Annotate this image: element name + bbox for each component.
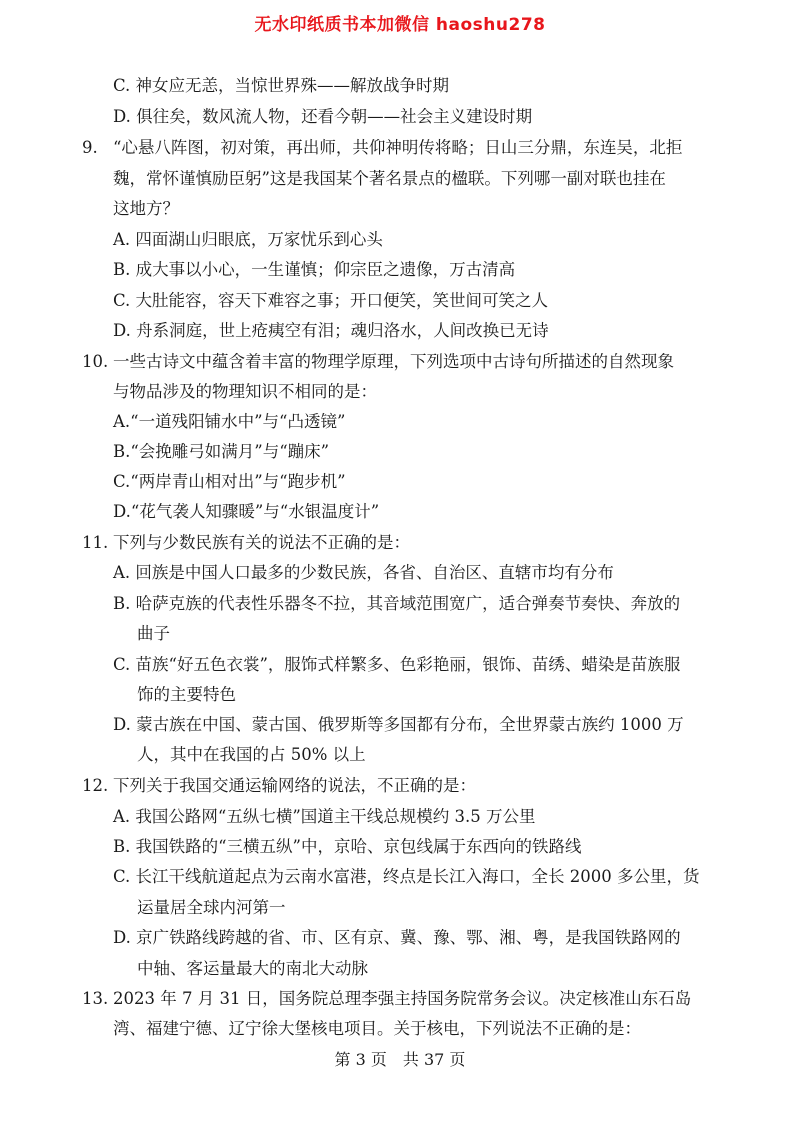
- q8-option-c: C. 神女应无恙，当惊世界殊——解放战争时期: [113, 76, 450, 95]
- q10-option-a: A.“一道残阳铺水中”与“凸透镜”: [113, 412, 346, 431]
- q9-stem-line3: 这地方？: [113, 199, 179, 218]
- q9-stem-line1: “心悬八阵图，初对策，再出师，共仰神明传将略；日山三分鼎，东连吴，北拒: [113, 138, 683, 157]
- q12-option-c-line2: 运量居全球内河第一: [137, 898, 286, 917]
- q9-option-d: D. 舟系洞庭，世上疮痍空有泪；魂归洛水，人间改换已无诗: [113, 321, 549, 340]
- q11-stem: 下列与少数民族有关的说法不正确的是：: [113, 533, 410, 552]
- q8-option-d: D. 俱往矣，数风流人物，还看今朝——社会主义建设时期: [113, 107, 533, 126]
- q11-option-a: A. 回族是中国人口最多的少数民族，各省、自治区、直辖市均有分布: [113, 563, 614, 582]
- q9-option-c: C. 大肚能容，容天下难容之事；开口便笑，笑世间可笑之人: [113, 291, 549, 310]
- q9-number: 9.: [82, 138, 98, 157]
- q13-number: 13.: [82, 989, 109, 1008]
- q11-number: 11.: [82, 533, 109, 552]
- q11-option-d-line2: 人，其中在我国的占 50% 以上: [137, 745, 366, 764]
- q10-stem-line1: 一些古诗文中蕴含着丰富的物理学原理，下列选项中古诗句所描述的自然现象: [113, 352, 674, 371]
- q10-option-c: C.“两岸青山相对出”与“跑步机”: [113, 472, 346, 491]
- q12-option-d-line1: D. 京广铁路线跨越的省、市、区有京、冀、豫、鄂、湘、粤，是我国铁路网的: [113, 928, 681, 947]
- q11-option-c-line2: 饰的主要特色: [137, 685, 236, 704]
- q11-option-d-line1: D. 蒙古族在中国、蒙古国、俄罗斯等多国都有分布，全世界蒙古族约 1000 万: [113, 715, 684, 734]
- q9-option-b: B. 成大事以小心，一生谨慎；仰宗臣之遗像，万古清高: [113, 260, 516, 279]
- page-footer: 第 3 页 共 37 页: [334, 1050, 466, 1069]
- q11-option-b-line2: 曲子: [137, 624, 170, 643]
- q11-option-c-line1: C. 苗族“好五色衣裳”，服饰式样繁多、色彩艳丽，银饰、苗绣、蜡染是苗族服: [113, 655, 681, 674]
- q12-option-d-line2: 中轴、客运量最大的南北大动脉: [137, 959, 368, 978]
- q12-option-a: A. 我国公路网“五纵七横”国道主干线总规模约 3.5 万公里: [113, 807, 536, 826]
- q12-option-c-line1: C. 长江干线航道起点为云南水富港，终点是长江入海口，全长 2000 多公里，货: [113, 867, 700, 886]
- q12-stem: 下列关于我国交通运输网络的说法，不正确的是：: [113, 776, 476, 795]
- q12-option-b: B. 我国铁路的“三横五纵”中，京哈、京包线属于东西向的铁路线: [113, 837, 582, 856]
- watermark-banner: 无水印纸质书本加微信 haoshu278: [254, 15, 546, 35]
- q13-stem-line2: 湾、福建宁德、辽宁徐大堡核电项目。关于核电，下列说法不正确的是：: [113, 1019, 641, 1038]
- q9-option-a: A. 四面湖山归眼底，万家忧乐到心头: [113, 230, 383, 249]
- q11-option-b-line1: B. 哈萨克族的代表性乐器冬不拉，其音域范围宽广，适合弹奏节奏快、奔放的: [113, 594, 681, 613]
- q12-number: 12.: [82, 776, 109, 795]
- q13-stem-line1: 2023 年 7 月 31 日，国务院总理李强主持国务院常务会议。决定核准山东石岛: [113, 989, 692, 1008]
- q10-number: 10.: [82, 352, 109, 371]
- q10-stem-line2: 与物品涉及的物理知识不相同的是：: [113, 382, 377, 401]
- q10-option-b: B.“会挽雕弓如满月”与“蹦床”: [113, 442, 330, 461]
- q9-stem-line2: 魏，常怀谨慎励臣躬”这是我国某个著名景点的楹联。下列哪一副对联也挂在: [113, 169, 666, 188]
- q10-option-d: D.“花气袭人知骤暖”与“水银温度计”: [113, 502, 380, 521]
